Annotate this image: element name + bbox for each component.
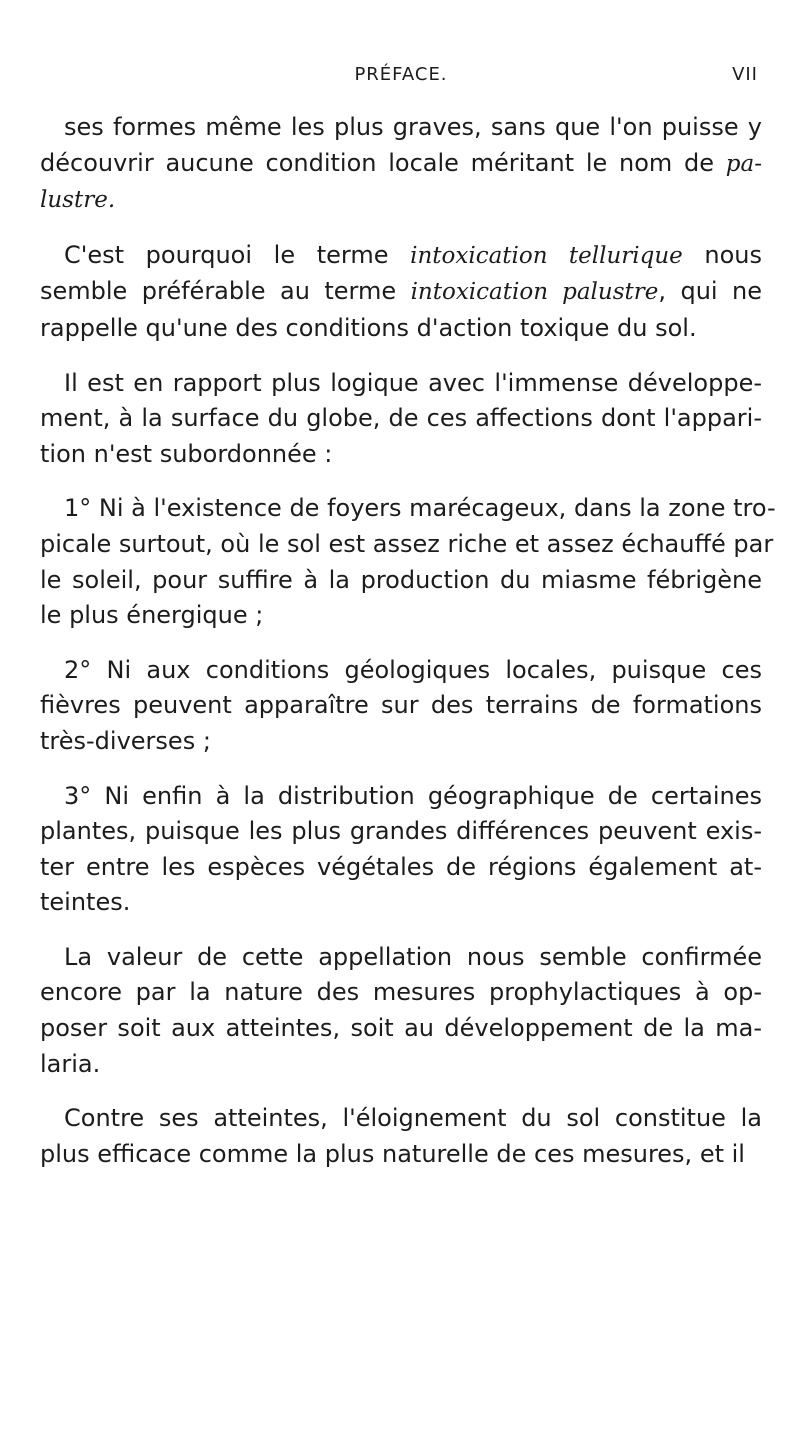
- paragraph: [40, 491, 776, 633]
- paragraph: [40, 653, 762, 760]
- text-line: [40, 527, 774, 563]
- text-run: fièvres peuvent apparaître sur des terrains de formations: [40, 691, 762, 720]
- paragraph: [40, 779, 762, 921]
- running-title: PRÉFACE.: [354, 64, 448, 85]
- text-run: découvrir aucune condition locale méritant le nom de: [40, 148, 726, 177]
- text-run: plus efficace comme la plus naturelle de ces mesures, et il: [40, 1139, 745, 1168]
- text-line: [40, 146, 762, 183]
- text-run: teintes.: [40, 888, 131, 917]
- text-run: Il est en rapport plus logique avec l'immense développe-: [64, 368, 762, 397]
- text-line: [40, 724, 762, 760]
- running-header: [40, 64, 762, 98]
- text-line: [40, 850, 762, 886]
- page-number: VII: [732, 64, 758, 85]
- text-run: encore par la nature des mesures prophylactiques à op-: [40, 978, 762, 1007]
- text-run: 3° Ni enfin à la distribution géographique de certaines: [64, 781, 762, 810]
- italic-term: pa-: [725, 150, 762, 177]
- text-line: [40, 110, 762, 146]
- text-line: [40, 1137, 762, 1173]
- text-line: [40, 311, 762, 347]
- text-line: [40, 814, 762, 850]
- text-run: 2° Ni aux conditions géologiques locales, puisque ces: [64, 655, 762, 684]
- text-line: [40, 653, 762, 689]
- text-run: tion n'est subordonnée :: [40, 439, 333, 468]
- text-run: ses formes même les plus graves, sans que l'on puisse y: [64, 113, 762, 141]
- text-line: [40, 779, 762, 815]
- text-line: [40, 366, 762, 402]
- text-line: [40, 274, 762, 311]
- text-run: , qui ne: [658, 277, 762, 306]
- text-run: Contre ses atteintes, l'éloignement du sol constitue la: [64, 1104, 762, 1133]
- text-run: semble préférable au terme: [40, 277, 411, 306]
- paragraph: [40, 366, 762, 473]
- text-line: [40, 1011, 762, 1047]
- text-line: [40, 238, 762, 275]
- text-run: 1° Ni à l'existence de foyers marécageux, dans la zone tro-: [64, 494, 776, 523]
- text-line: [40, 598, 762, 634]
- paragraph: [40, 238, 762, 347]
- text-run: le soleil, pour suffire à la production du miasme fébrigène: [40, 565, 762, 594]
- text-line: [40, 1047, 762, 1083]
- italic-term: lustre.: [40, 187, 116, 214]
- text-run: rappelle qu'une des conditions d'action toxique du sol.: [40, 313, 697, 342]
- paragraph: [40, 110, 762, 219]
- text-line: [40, 688, 762, 724]
- text-line: [40, 182, 762, 219]
- text-line: [40, 563, 762, 599]
- text-run: plantes, puisque les plus grandes différences peuvent exis-: [40, 817, 762, 846]
- text-run: C'est pourquoi le terme: [64, 240, 411, 269]
- text-line: [40, 885, 762, 921]
- text-run: laria.: [40, 1049, 101, 1078]
- text-line: [40, 401, 762, 437]
- italic-term: intoxication tellurique: [410, 242, 683, 269]
- text-run: ter entre les espèces végétales de régions également at-: [40, 852, 762, 881]
- text-line: [40, 437, 762, 473]
- text-run: ment, à la surface du globe, de ces affections dont l'appari-: [40, 404, 762, 433]
- text-line: [40, 1101, 762, 1137]
- text-run: le plus énergique ;: [40, 601, 264, 630]
- paragraph: [40, 940, 762, 1082]
- text-run: poser soit aux atteintes, soit au développement de la ma-: [40, 1014, 762, 1043]
- text-line: [40, 975, 762, 1011]
- paragraph: [40, 1101, 762, 1172]
- text-run: très-diverses ;: [40, 726, 211, 755]
- page-body: [40, 110, 776, 1191]
- text-line: [40, 940, 762, 976]
- text-run: nous: [682, 240, 762, 269]
- text-line: [40, 491, 776, 527]
- text-run: picale surtout, où le sol est assez riche et assez échauffé par: [40, 529, 774, 558]
- italic-term: intoxication palustre: [410, 279, 659, 306]
- text-run: La valeur de cette appellation nous semble confirmée: [64, 942, 762, 971]
